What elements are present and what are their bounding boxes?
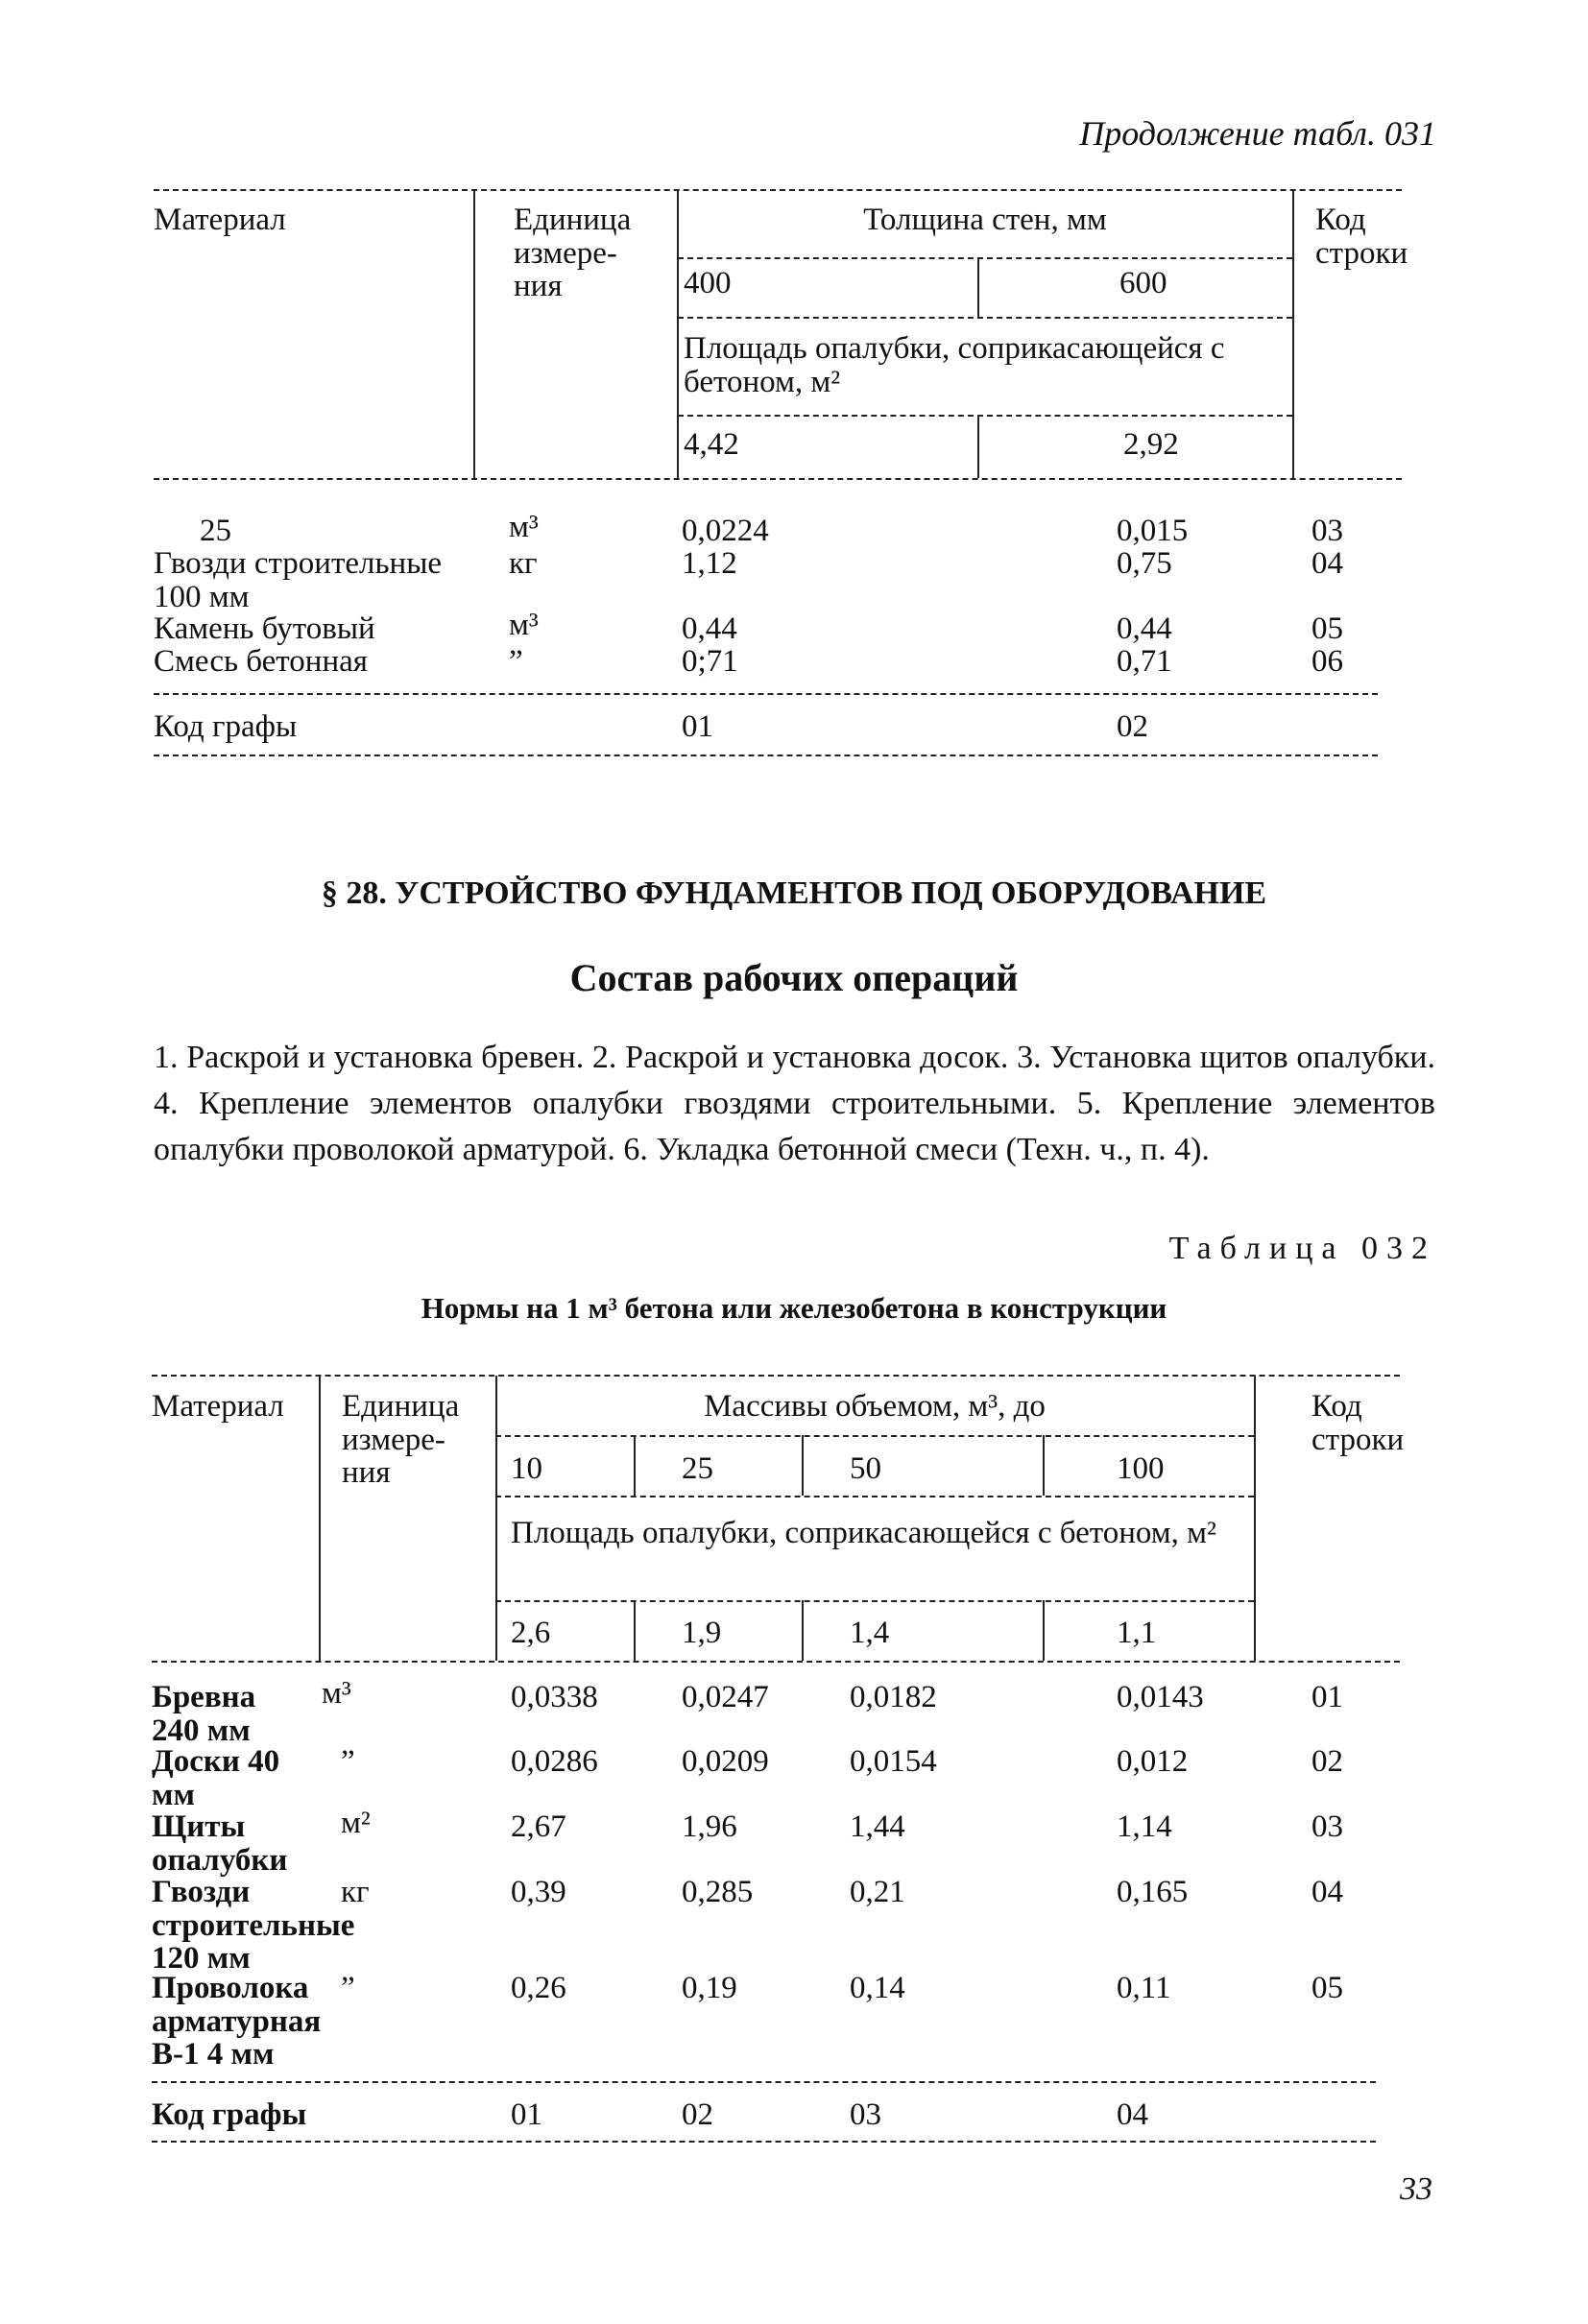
row-material: Бревна 240 мм: [152, 1680, 256, 1748]
row-unit: м³: [322, 1676, 351, 1711]
header-col-100: 100: [1117, 1451, 1165, 1486]
header-massif-volume: Массивы объемом, м³, до: [704, 1389, 1046, 1424]
row-unit: ”: [509, 644, 523, 679]
row-value-600: 0,44: [1117, 611, 1172, 646]
row-value-400: 0,0224: [682, 514, 769, 548]
table-continuation-caption: Продолжение табл. 031: [1079, 114, 1436, 153]
row-unit: м³: [509, 608, 539, 642]
rule: [495, 1600, 1254, 1602]
row-value-600: 0,015: [1117, 514, 1189, 548]
header-unit: Единица измере- ния: [514, 203, 632, 304]
rule: [1292, 190, 1294, 478]
rule: [319, 1376, 321, 1661]
table-title: Нормы на 1 м³ бетона или железобетона в конструкции: [421, 1291, 1167, 1325]
row-code: 04: [1311, 546, 1343, 581]
header-area-10: 2,6: [511, 1616, 551, 1650]
rule: [1254, 1376, 1256, 1661]
header-area-600: 2,92: [1123, 427, 1179, 462]
row-value-25: 1,96: [682, 1809, 737, 1844]
header-col-25: 25: [682, 1451, 713, 1486]
row-code: 03: [1311, 1809, 1343, 1844]
rule: [678, 257, 1292, 259]
row-value-10: 0,26: [511, 1971, 566, 2005]
row-value-25: 0,19: [682, 1971, 737, 2005]
row-material: Смесь бетонная: [154, 644, 368, 679]
row-value-100: 0,165: [1117, 1875, 1189, 1909]
row-value-50: 0,14: [850, 1971, 905, 2005]
row-value-10: 0,0338: [511, 1680, 598, 1714]
row-code: 01: [1311, 1680, 1343, 1714]
rule: [154, 755, 1378, 756]
rule: [802, 1600, 804, 1661]
footer-col-code: 01: [682, 709, 713, 744]
header-area-25: 1,9: [682, 1616, 722, 1650]
rule: [152, 1661, 1400, 1663]
rule: [678, 415, 1292, 417]
footer-col-code: 03: [850, 2097, 881, 2132]
row-value-25: 0,0247: [682, 1680, 769, 1714]
row-code: 04: [1311, 1875, 1343, 1909]
header-area-100: 1,1: [1117, 1616, 1157, 1650]
row-unit: ”: [341, 1744, 355, 1779]
rule: [634, 1435, 636, 1496]
row-value-25: 0,285: [682, 1875, 754, 1909]
row-value-100: 0,0143: [1117, 1680, 1204, 1714]
row-material: 25: [200, 514, 231, 548]
operations-text: 1. Раскрой и установка бревен. 2. Раскрой и установка досок. 3. Установка щитов опалубки. 4. Крепление элементов опалубки гвоздями строительными. 5. Крепление элементов опалубки проволокой арматурой. 6. Укладка бетонной смеси (Техн. ч., п. 4).: [154, 1040, 1435, 1167]
header-formwork-area: Площадь опалубки, соприкасающейся с бетоном, м²: [684, 331, 1225, 399]
row-unit: кг: [509, 546, 538, 581]
row-material: Проволока арматурная В-1 4 мм: [152, 1971, 322, 2072]
header-col-50: 50: [850, 1451, 881, 1486]
rule: [154, 693, 1378, 695]
header-formwork-area: Площадь опалубки, соприкасающейся с бетоном, м²: [511, 1516, 1216, 1550]
rule: [152, 2141, 1376, 2143]
header-material: Материал: [154, 203, 286, 237]
operations-title: Состав рабочих операций: [569, 956, 1019, 999]
row-code: 03: [1311, 514, 1343, 548]
row-material: Доски 40 мм: [152, 1744, 280, 1812]
row-value-50: 0,0154: [850, 1744, 937, 1779]
footer-label: Код графы: [154, 709, 298, 744]
rule: [1043, 1435, 1045, 1496]
row-value-400: 0;71: [682, 644, 738, 679]
rule: [473, 190, 475, 478]
header-area-400: 4,42: [684, 427, 739, 462]
section-title: § 28. УСТРОЙСТВО ФУНДАМЕНТОВ ПОД ОБОРУДОВАНИЕ: [321, 875, 1267, 911]
header-row-code: Код строки: [1311, 1389, 1405, 1457]
row-code: 05: [1311, 611, 1343, 646]
footer-label: Код графы: [152, 2097, 307, 2132]
row-material: Гвозди строительные 120 мм: [152, 1875, 355, 1977]
row-material: Камень бутовый: [154, 611, 375, 646]
header-area-50: 1,4: [850, 1616, 890, 1650]
rule: [495, 1496, 1254, 1497]
footer-col-code: 02: [1117, 709, 1148, 744]
row-material: Гвозди строительные 100 мм: [154, 546, 443, 614]
rule: [152, 1375, 1400, 1377]
header-col-600: 600: [1119, 266, 1167, 300]
row-value-50: 0,0182: [850, 1680, 937, 1714]
header-col-400: 400: [684, 266, 732, 300]
row-value-100: 1,14: [1117, 1809, 1172, 1844]
header-material: Материал: [152, 1389, 284, 1424]
footer-col-code: 01: [511, 2097, 542, 2132]
row-value-10: 0,0286: [511, 1744, 598, 1779]
row-value-400: 0,44: [682, 611, 737, 646]
header-wall-thickness: Толщина стен, мм: [863, 203, 1107, 237]
page-number: 33: [1400, 2171, 1432, 2207]
header-unit: Единица измере- ния: [342, 1389, 460, 1491]
row-value-10: 0,39: [511, 1875, 566, 1909]
rule: [1043, 1600, 1045, 1661]
rule: [152, 2081, 1376, 2083]
rule: [678, 317, 1292, 319]
row-value-50: 1,44: [850, 1809, 905, 1844]
header-col-10: 10: [511, 1451, 542, 1486]
rule: [154, 189, 1402, 191]
row-value-100: 0,11: [1117, 1971, 1171, 2005]
row-material: Щиты опалубки: [152, 1809, 288, 1878]
row-code: 05: [1311, 1971, 1343, 2005]
rule: [977, 257, 979, 317]
footer-col-code: 02: [682, 2097, 713, 2132]
rule: [634, 1600, 636, 1661]
header-row-code: Код строки: [1315, 203, 1408, 271]
row-value-10: 2,67: [511, 1809, 566, 1844]
row-value-400: 1,12: [682, 546, 737, 581]
row-value-50: 0,21: [850, 1875, 905, 1909]
row-value-100: 0,012: [1117, 1744, 1189, 1779]
row-value-25: 0,0209: [682, 1744, 769, 1779]
row-value-600: 0,71: [1117, 644, 1172, 679]
row-code: 06: [1311, 644, 1343, 679]
rule: [154, 478, 1402, 480]
table-label: Таблица 032: [1168, 1231, 1436, 1266]
row-value-600: 0,75: [1117, 546, 1172, 581]
row-unit: ”: [341, 1971, 355, 2005]
rule: [495, 1435, 1254, 1437]
row-unit: м³: [509, 510, 539, 544]
row-unit: м²: [341, 1806, 371, 1840]
rule: [802, 1435, 804, 1496]
row-unit: кг: [341, 1875, 370, 1909]
row-code: 02: [1311, 1744, 1343, 1779]
footer-col-code: 04: [1117, 2097, 1148, 2132]
rule: [977, 415, 979, 478]
